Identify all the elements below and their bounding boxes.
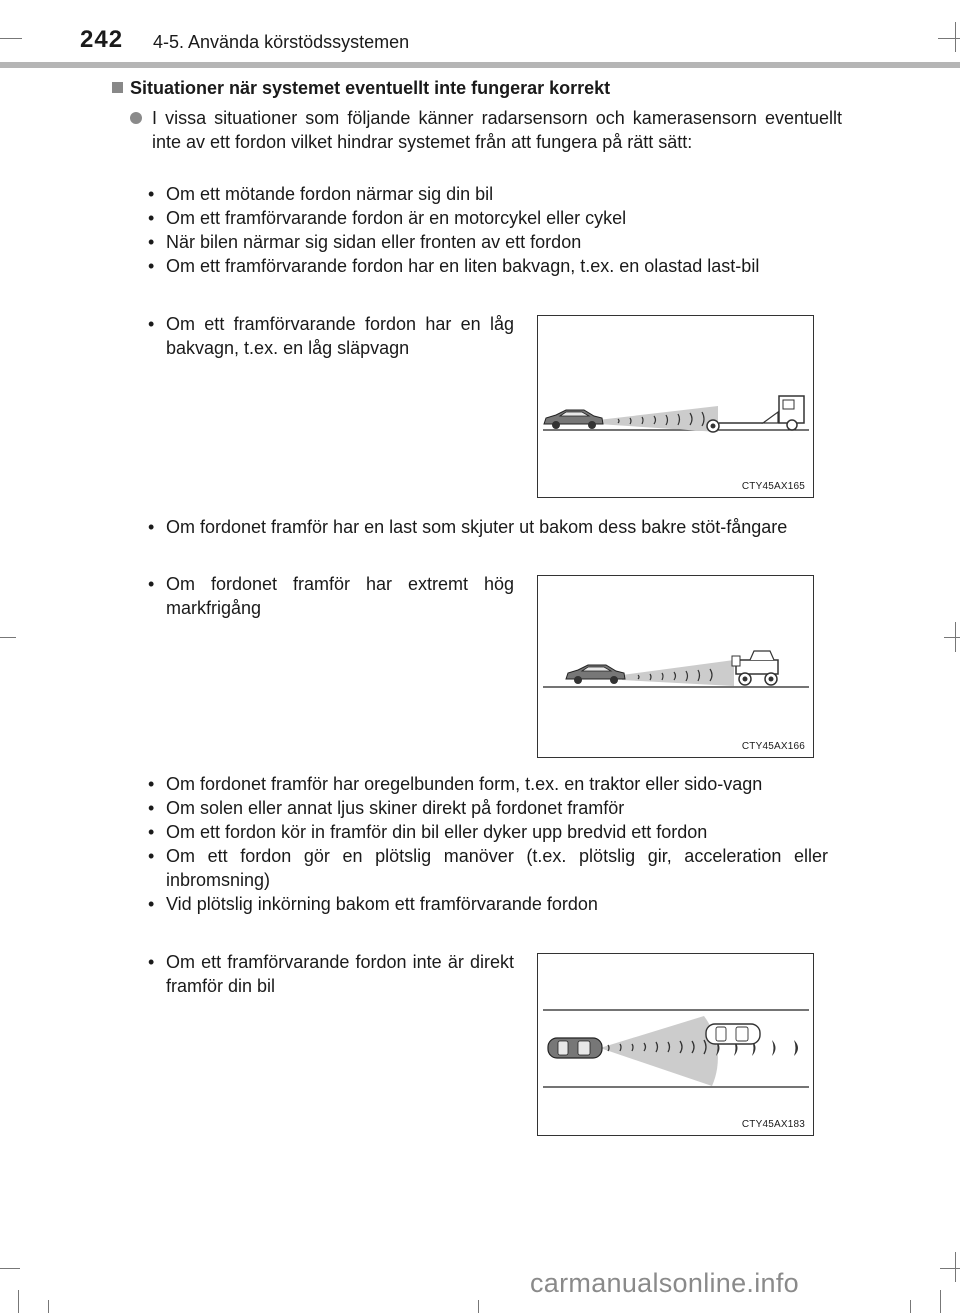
square-bullet-icon [112, 82, 123, 93]
header-rule [0, 62, 960, 68]
list-item: • Om ett fordon gör en plötslig manöver (t.ex. plötslig gir, acceleration eller inbromsning) [148, 844, 828, 892]
list-item: • Vid plötslig inkörning bakom ett framförvarande fordon [148, 892, 828, 916]
situation-list-fig3 [148, 950, 514, 998]
chapter-title: 4-5. Använda körstödssystemen [153, 32, 410, 52]
figure-code: CTY45AX165 [741, 481, 805, 492]
list-item: • Om fordonet framför har extremt hög markfrigång [148, 572, 514, 620]
list-item: • Om ett framförvarande fordon är en motorcykel eller cykel [148, 206, 828, 230]
section-heading-text: Situationer när systemet eventuellt inte fungerar korrekt [130, 78, 611, 98]
list-item: • När bilen närmar sig sidan eller fronten av ett fordon [148, 230, 828, 254]
crop-mark [0, 38, 22, 39]
crop-mark [955, 22, 956, 52]
intro-paragraph [130, 106, 842, 154]
crop-mark [18, 1290, 19, 1313]
list-item: • Om ett framförvarande fordon har en låg bakvagn, t.ex. en låg släpvagn [148, 312, 514, 360]
watermark: carmanualsonline.info [530, 1268, 799, 1298]
crop-mark [938, 38, 960, 39]
crop-mark [955, 622, 956, 652]
situation-list-fig1 [148, 312, 514, 360]
crop-mark [955, 1252, 956, 1282]
list-item: • Om fordonet framför har oregelbunden form, t.ex. en traktor eller sido-vagn [148, 772, 828, 796]
circle-bullet-icon [130, 112, 142, 124]
crop-mark [910, 1300, 911, 1313]
figure-code: CTY45AX166 [741, 741, 805, 752]
list-item: • Om ett fordon kör in framför din bil eller dyker upp bredvid ett fordon [148, 820, 828, 844]
section-heading [112, 78, 610, 99]
low-trailer-illustration [538, 316, 815, 499]
list-item: • Om solen eller annat ljus skiner direkt på fordonet framför [148, 796, 828, 820]
intro-text: I vissa situationer som följande känner radarsensorn och kamerasensorn eventuellt inte av ett fordon vilket hindrar systemet från att fungera på rätt sätt: [152, 108, 842, 152]
crop-mark [940, 1268, 960, 1269]
crop-mark [478, 1300, 479, 1313]
list-item: • Om ett framförvarande fordon har en liten bakvagn, t.ex. en olastad last-bil [148, 254, 828, 278]
figure-high-clearance [537, 575, 814, 758]
list-item: • Om ett mötande fordon närmar sig din bil [148, 182, 828, 206]
list-item: • Om ett framförvarande fordon inte är direkt framför din bil [148, 950, 514, 998]
situation-list-1 [148, 182, 828, 278]
crop-mark [940, 1290, 941, 1313]
situation-list-load [148, 515, 828, 539]
page-number: 242 [80, 26, 124, 53]
figure-code: CTY45AX183 [741, 1119, 805, 1130]
high-clearance-illustration [538, 576, 815, 759]
crop-mark [48, 1300, 49, 1313]
situation-list-fig2 [148, 572, 514, 620]
offset-vehicle-illustration [538, 954, 815, 1137]
figure-offset-vehicle [537, 953, 814, 1136]
situation-list-2 [148, 772, 828, 916]
crop-mark [0, 637, 16, 638]
crop-mark [944, 637, 960, 638]
list-item: • Om fordonet framför har en last som skjuter ut bakom dess bakre stöt-fångare [148, 515, 828, 539]
figure-low-trailer [537, 315, 814, 498]
crop-mark [0, 1268, 20, 1269]
